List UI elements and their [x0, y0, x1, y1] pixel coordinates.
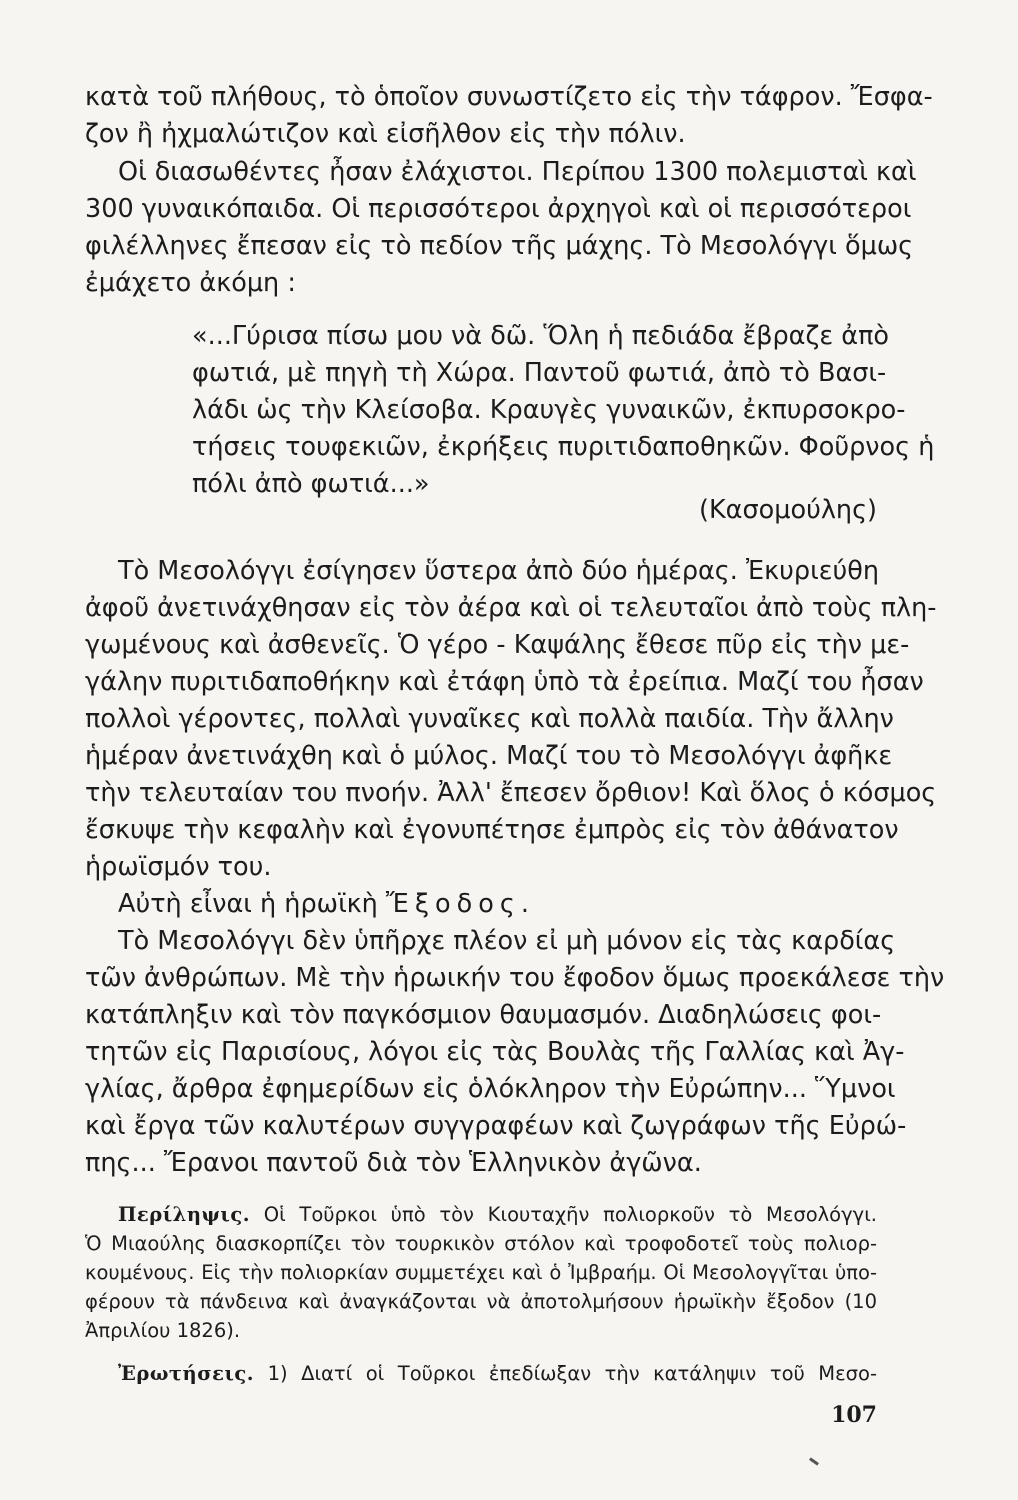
text-line: Οἱ διασωθέντες ἦσαν ἐλάχιστοι. Περίπου 1300 πολεμισταὶ καὶ	[118, 157, 917, 187]
text-line: ἡρωϊσμόν του.	[85, 852, 272, 882]
summary-line: Ἀπριλίου 1826).	[85, 1319, 241, 1342]
quote-line: τήσεις τουφεκιῶν, ἐκρήξεις πυριτιδαποθηκῶν. Φοῦρνος ἡ	[192, 432, 935, 462]
quote-line: πόλι ἀπὸ φωτιά...»	[192, 469, 430, 499]
text-line: τητῶν εἰς Παρισίους, λόγοι εἰς τὰς Βουλὰς τῆς Γαλλίας καὶ Ἀγ-	[85, 1037, 905, 1067]
summary-first-line	[118, 1203, 877, 1227]
questions-label: Ἐρωτήσεις.	[118, 1362, 255, 1385]
quote-attribution: (Κασομούλης)	[699, 495, 877, 525]
text-line: γάλην πυριτιδαποθήκην καὶ ἐτάφη ὑπὸ τὰ ἐρείπια. Μαζί του ἦσαν	[85, 667, 924, 697]
print-speck	[809, 1457, 819, 1465]
summary-line: φέρουν τὰ πάνδεινα καὶ ἀναγκάζονται νὰ ἀποτολμήσουν ἡρωϊκὴν ἔξοδον (10	[85, 1290, 877, 1313]
text-line: τὴν τελευταίαν του πνοήν. Ἀλλ' ἔπεσεν ὄρθιον! Καὶ ὅλος ὁ κόσμος	[85, 778, 937, 808]
summary-line: κουμένους. Εἰς τὴν πολιορκίαν συμμετέχει καὶ ὁ Ἰμβραήμ. Οἱ Μεσολογγῖται ὑπο-	[85, 1261, 877, 1284]
text-line: τῶν ἀνθρώπων. Μὲ τὴν ἡρωικήν του ἔφοδον ὅμως προεκάλεσε τὴν	[85, 963, 945, 993]
text-line: ἔσκυψε τὴν κεφαλὴν καὶ ἐγονυπέτησε ἐμπρὸς εἰς τὸν ἀθάνατον	[85, 815, 899, 845]
summary-line: Ὁ Μιαούλης διασκορπίζει τὸν τουρκικὸν στόλον καὶ τροφοδοτεῖ τοὺς πολιορ-	[85, 1232, 877, 1255]
summary-text: Οἱ Τοῦρκοι ὑπὸ τὸν Κιουταχῆν πολιορκοῦν τὸ Μεσολόγγι.	[263, 1203, 877, 1226]
text-line: κατὰ τοῦ πλήθους, τὸ ὁποῖον συνωστίζετο εἰς τὴν τάφρον. Ἔσφα-	[85, 82, 933, 112]
exodus-line	[118, 889, 535, 919]
exodus-prefix: Αὐτὴ εἶναι ἡ ἡρωϊκὴ	[118, 889, 378, 919]
text-line: ζον ἢ ἠχμαλώτιζον καὶ εἰσῆλθον εἰς τὴν πόλιν.	[85, 119, 686, 149]
text-line: ἡμέραν ἀνετινάχθη καὶ ὁ μύλος. Μαζί του τὸ Μεσολόγγι ἀφῆκε	[85, 741, 893, 771]
text-line: πολλοὶ γέροντες, πολλαὶ γυναῖκες καὶ πολλὰ παιδία. Τὴν ἄλλην	[85, 704, 894, 734]
quote-line: φωτιά, μὲ πηγὴ τὴ Χώρα. Παντοῦ φωτιά, ἀπὸ τὸ Βασι-	[192, 358, 887, 388]
text-line: 300 γυναικόπαιδα. Οἱ περισσότεροι ἀρχηγοὶ καὶ οἱ περισσότεροι	[85, 194, 912, 224]
text-line: Τὸ Μεσολόγγι δὲν ὑπῆρχε πλέον εἰ μὴ μόνον εἰς τὰς καρδίας	[118, 926, 896, 956]
quote-line: λάδι ὡς τὴν Κλείσοβα. Κραυγὲς γυναικῶν, ἐκπυρσοκρο-	[192, 395, 906, 425]
text-line: ἐμάχετο ἀκόμη :	[85, 268, 296, 298]
questions-text: 1) Διατί οἱ Τοῦρκοι ἐπεδίωξαν τὴν κατάληψιν τοῦ Μεσο-	[267, 1362, 877, 1385]
text-line: γλίας, ἄρθρα ἐφημερίδων εἰς ὁλόκληρον τὴν Εὐρώπην... Ὕμνοι	[85, 1074, 896, 1104]
exodus-word: Ἔξοδος.	[385, 889, 535, 919]
text-line: πης... Ἔρανοι παντοῦ διὰ τὸν Ἑλληνικὸν ἀγῶνα.	[85, 1148, 702, 1178]
text-line: καὶ ἔργα τῶν καλυτέρων συγγραφέων καὶ ζωγράφων τῆς Εὐρώ-	[85, 1111, 907, 1141]
text-line: γωμένους καὶ ἀσθενεῖς. Ὁ γέρο - Καψάλης ἔθεσε πῦρ εἰς τὴν με-	[85, 630, 910, 660]
text-line: κατάπληξιν καὶ τὸν παγκόσμιον θαυμασμόν. Διαδηλώσεις φοι-	[85, 1000, 882, 1030]
text-line: Τὸ Μεσολόγγι ἐσίγησεν ὕστερα ἀπὸ δύο ἡμέρας. Ἐκυριεύθη	[118, 556, 880, 586]
questions-line	[118, 1362, 877, 1386]
page-number: 107	[831, 1402, 877, 1428]
quote-line: «...Γύρισα πίσω μου νὰ δῶ. Ὅλη ἡ πεδιάδα ἔβραζε ἀπὸ	[192, 321, 890, 351]
summary-label: Περίληψις.	[118, 1203, 250, 1226]
text-line: ἀφοῦ ἀνετινάχθησαν εἰς τὸν ἀέρα καὶ οἱ τελευταῖοι ἀπὸ τοὺς πλη-	[85, 593, 937, 623]
text-line: φιλέλληνες ἔπεσαν εἰς τὸ πεδίον τῆς μάχης. Τὸ Μεσολόγγι ὅμως	[85, 231, 914, 261]
